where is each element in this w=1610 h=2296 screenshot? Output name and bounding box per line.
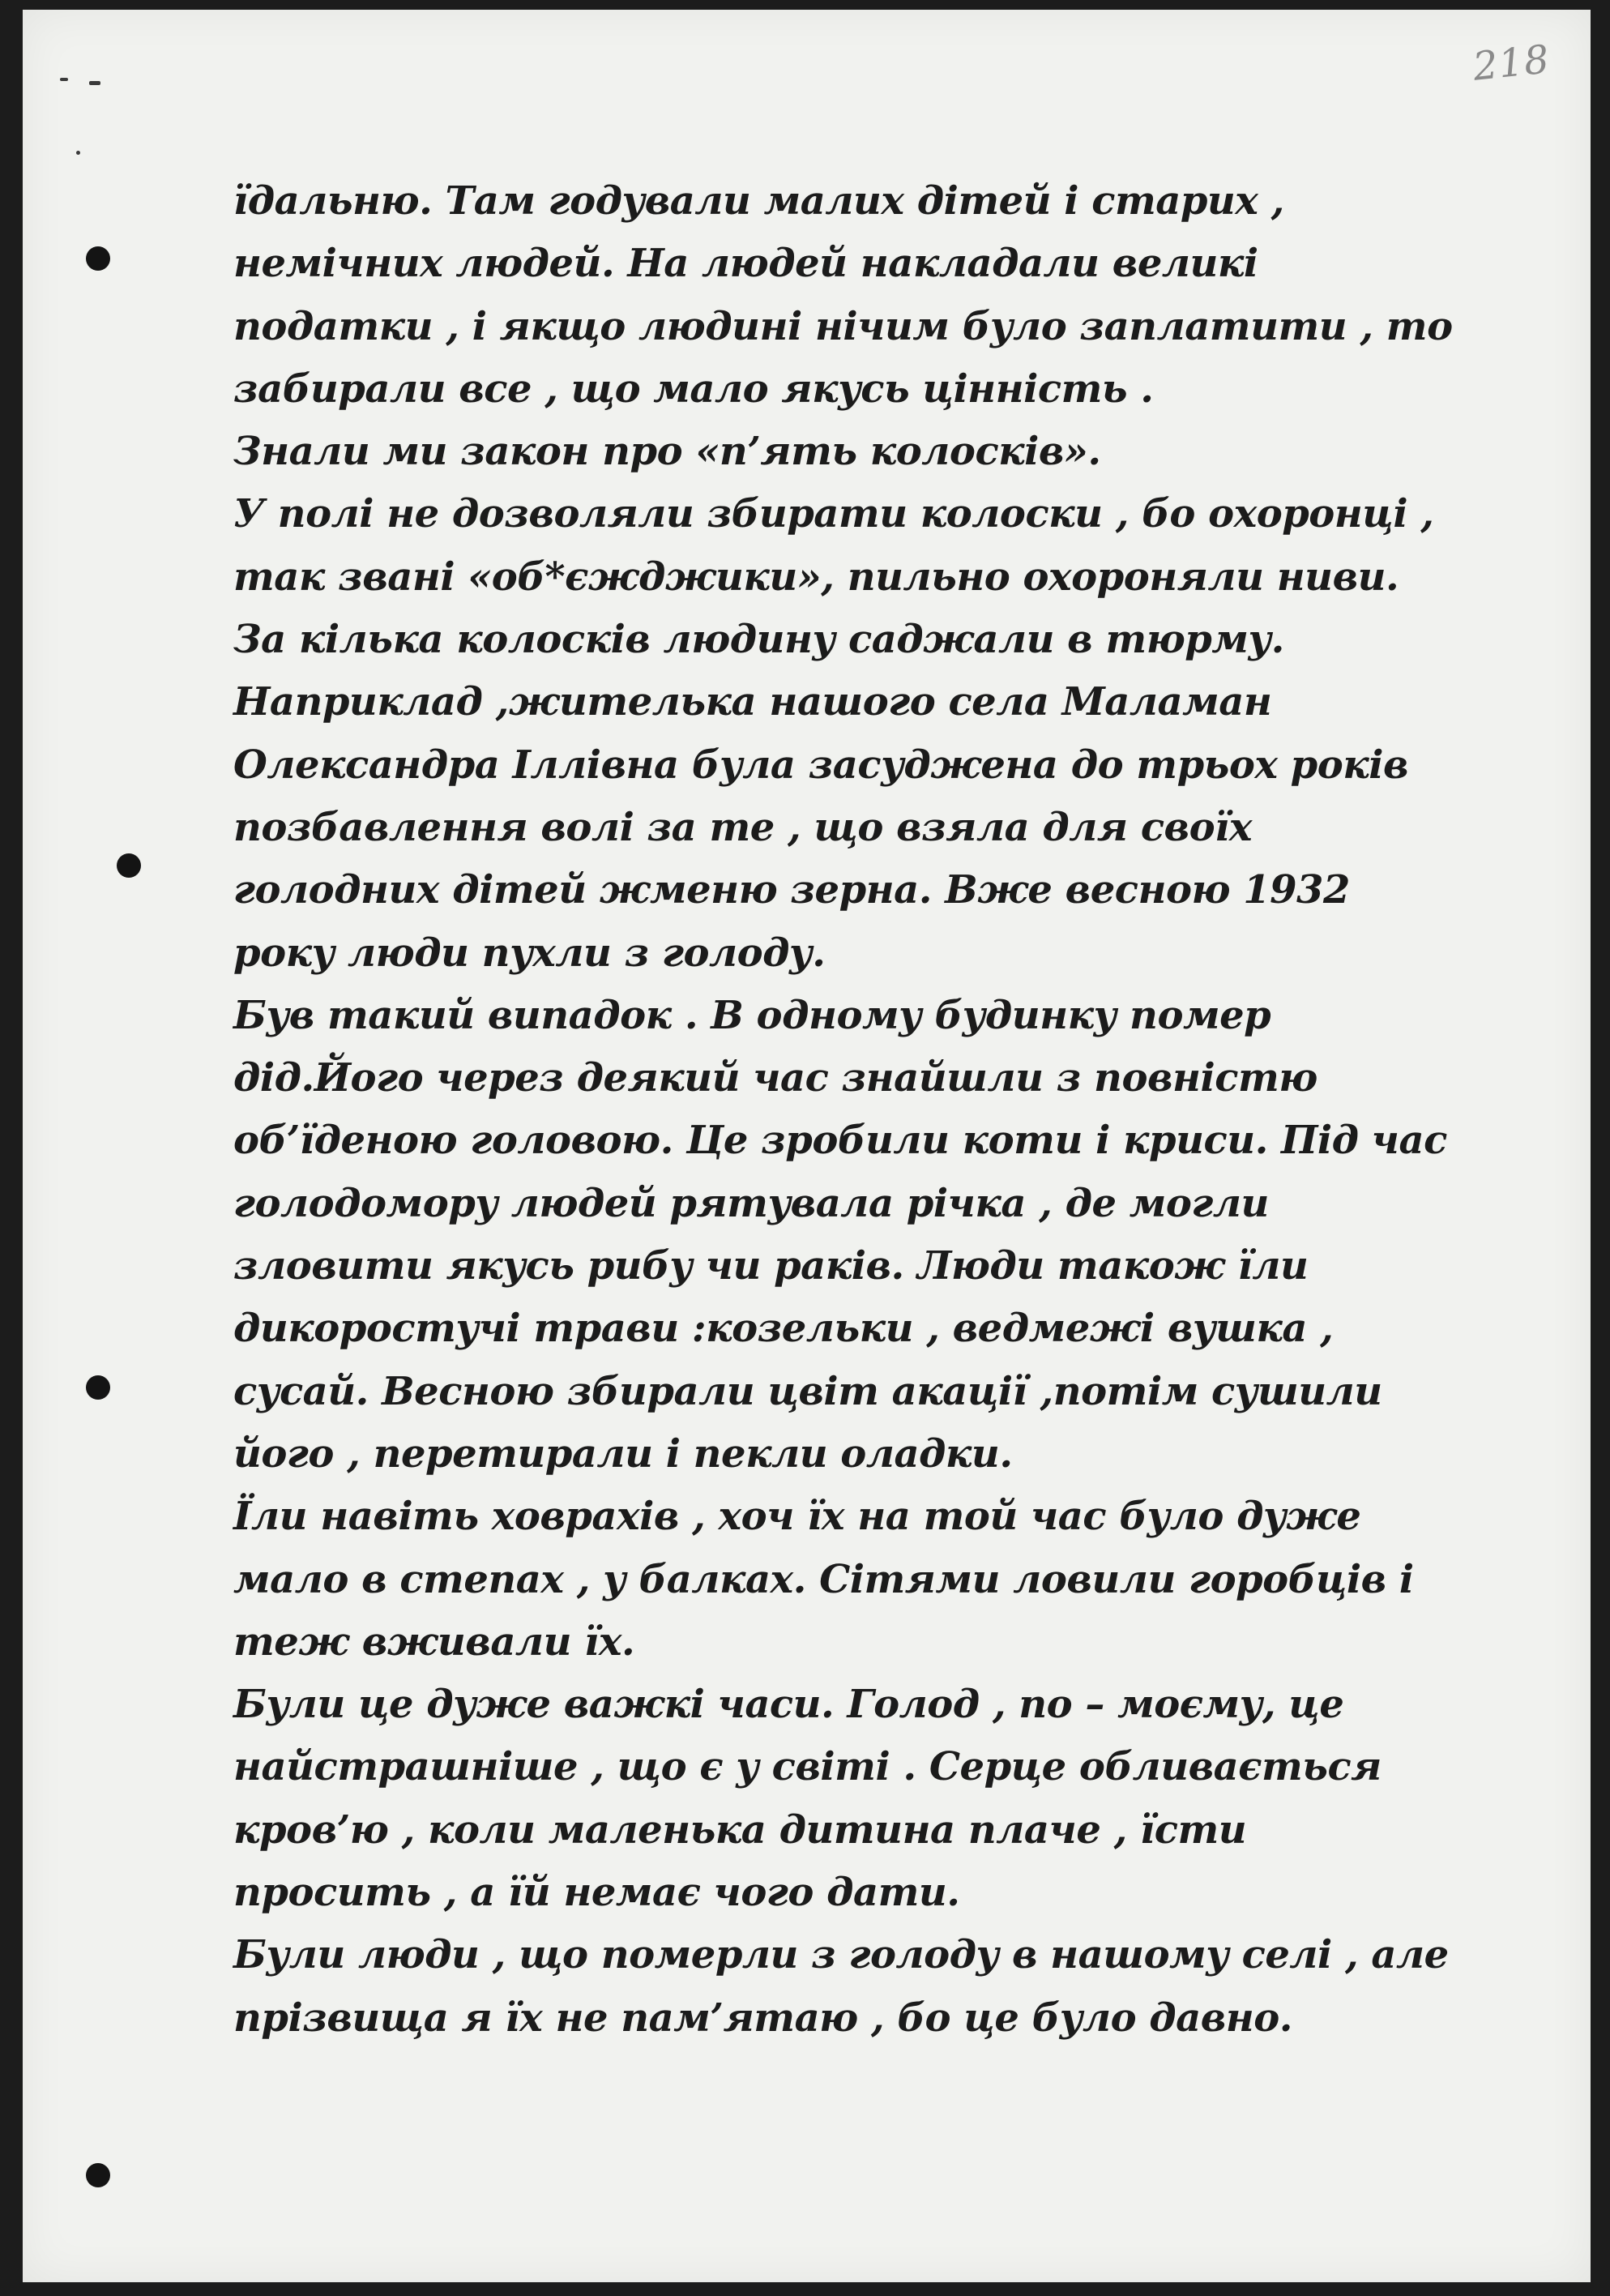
text-line: Олександра Іллівна була засуджена до трьох років bbox=[233, 742, 1408, 788]
text-line: немічних людей. На людей накладали великі bbox=[233, 241, 1258, 287]
text-line: сусай. Весною збирали цвіт акації ,потім сушили bbox=[233, 1368, 1382, 1414]
text-line: забирали все , що мало якусь цінність . bbox=[233, 366, 1154, 412]
body-text bbox=[233, 170, 1546, 2050]
text-line: його , перетирали і пекли оладки. bbox=[233, 1430, 1013, 1477]
text-line: об’їденою головою. Це зробили коти і криси. Під час bbox=[233, 1118, 1447, 1164]
text-line: теж вживали їх. bbox=[233, 1618, 635, 1665]
text-line: дід.Його через деякий час знайшли з повністю bbox=[233, 1055, 1317, 1101]
text-line: найстрашніше , що є у світі . Серце обливається bbox=[233, 1744, 1382, 1790]
text-line: Знали ми закон про «п’ять колосків». bbox=[233, 429, 1101, 475]
text-line: Були люди , що померли з голоду в нашому селі , але bbox=[233, 1932, 1449, 1978]
scan-speck bbox=[60, 78, 68, 81]
handwritten-page-number: 218 bbox=[1471, 36, 1552, 90]
text-line: їдальню. Там годували малих дітей і старих , bbox=[233, 178, 1284, 224]
text-line: голодних дітей жменю зерна. Вже весною 1932 bbox=[233, 867, 1350, 913]
punch-hole bbox=[86, 1375, 110, 1400]
scan-speck bbox=[89, 81, 100, 85]
text-line: податки , і якщо людині нічим було заплатити , то bbox=[233, 303, 1453, 349]
text-line: року люди пухли з голоду. bbox=[233, 930, 826, 976]
text-line: позбавлення волі за те , що взяла для своїх bbox=[233, 804, 1252, 850]
text-line: Були це дуже важкі часи. Голод , по – моєму, це bbox=[233, 1682, 1344, 1728]
text-line: Їли навіть ховрахів , хоч їх на той час було дуже bbox=[233, 1494, 1361, 1540]
text-line: так звані «об*єжджики», пильно охороняли ниви. bbox=[233, 554, 1399, 600]
punch-hole bbox=[86, 2163, 110, 2187]
punch-hole bbox=[86, 246, 110, 271]
text-line: прізвища я їх не пам’ятаю , бо це було давно. bbox=[233, 1995, 1293, 2041]
text-line: просить , а їй немає чого дати. bbox=[233, 1870, 960, 1916]
text-line: У полі не дозволяли збирати колоски , бо охоронці , bbox=[233, 491, 1434, 537]
text-line: Наприклад ,жителька нашого села Маламан bbox=[233, 679, 1272, 725]
scan-speck bbox=[76, 151, 80, 155]
text-line: мало в степах , у балках. Сітями ловили горобців і bbox=[233, 1556, 1414, 1602]
text-line: дикоростучі трави :козельки , ведмежі вушка , bbox=[233, 1306, 1334, 1352]
text-line: голодомору людей рятувала річка , де могли bbox=[233, 1180, 1269, 1226]
text-line: зловити якусь рибу чи раків. Люди також їли bbox=[233, 1243, 1309, 1289]
text-line: кров’ю , коли маленька дитина плаче , їсти bbox=[233, 1806, 1247, 1853]
punch-hole bbox=[117, 853, 141, 878]
text-line: Був такий випадок . В одному будинку помер bbox=[233, 992, 1271, 1038]
text-line: За кілька колосків людину саджали в тюрму. bbox=[233, 617, 1284, 663]
